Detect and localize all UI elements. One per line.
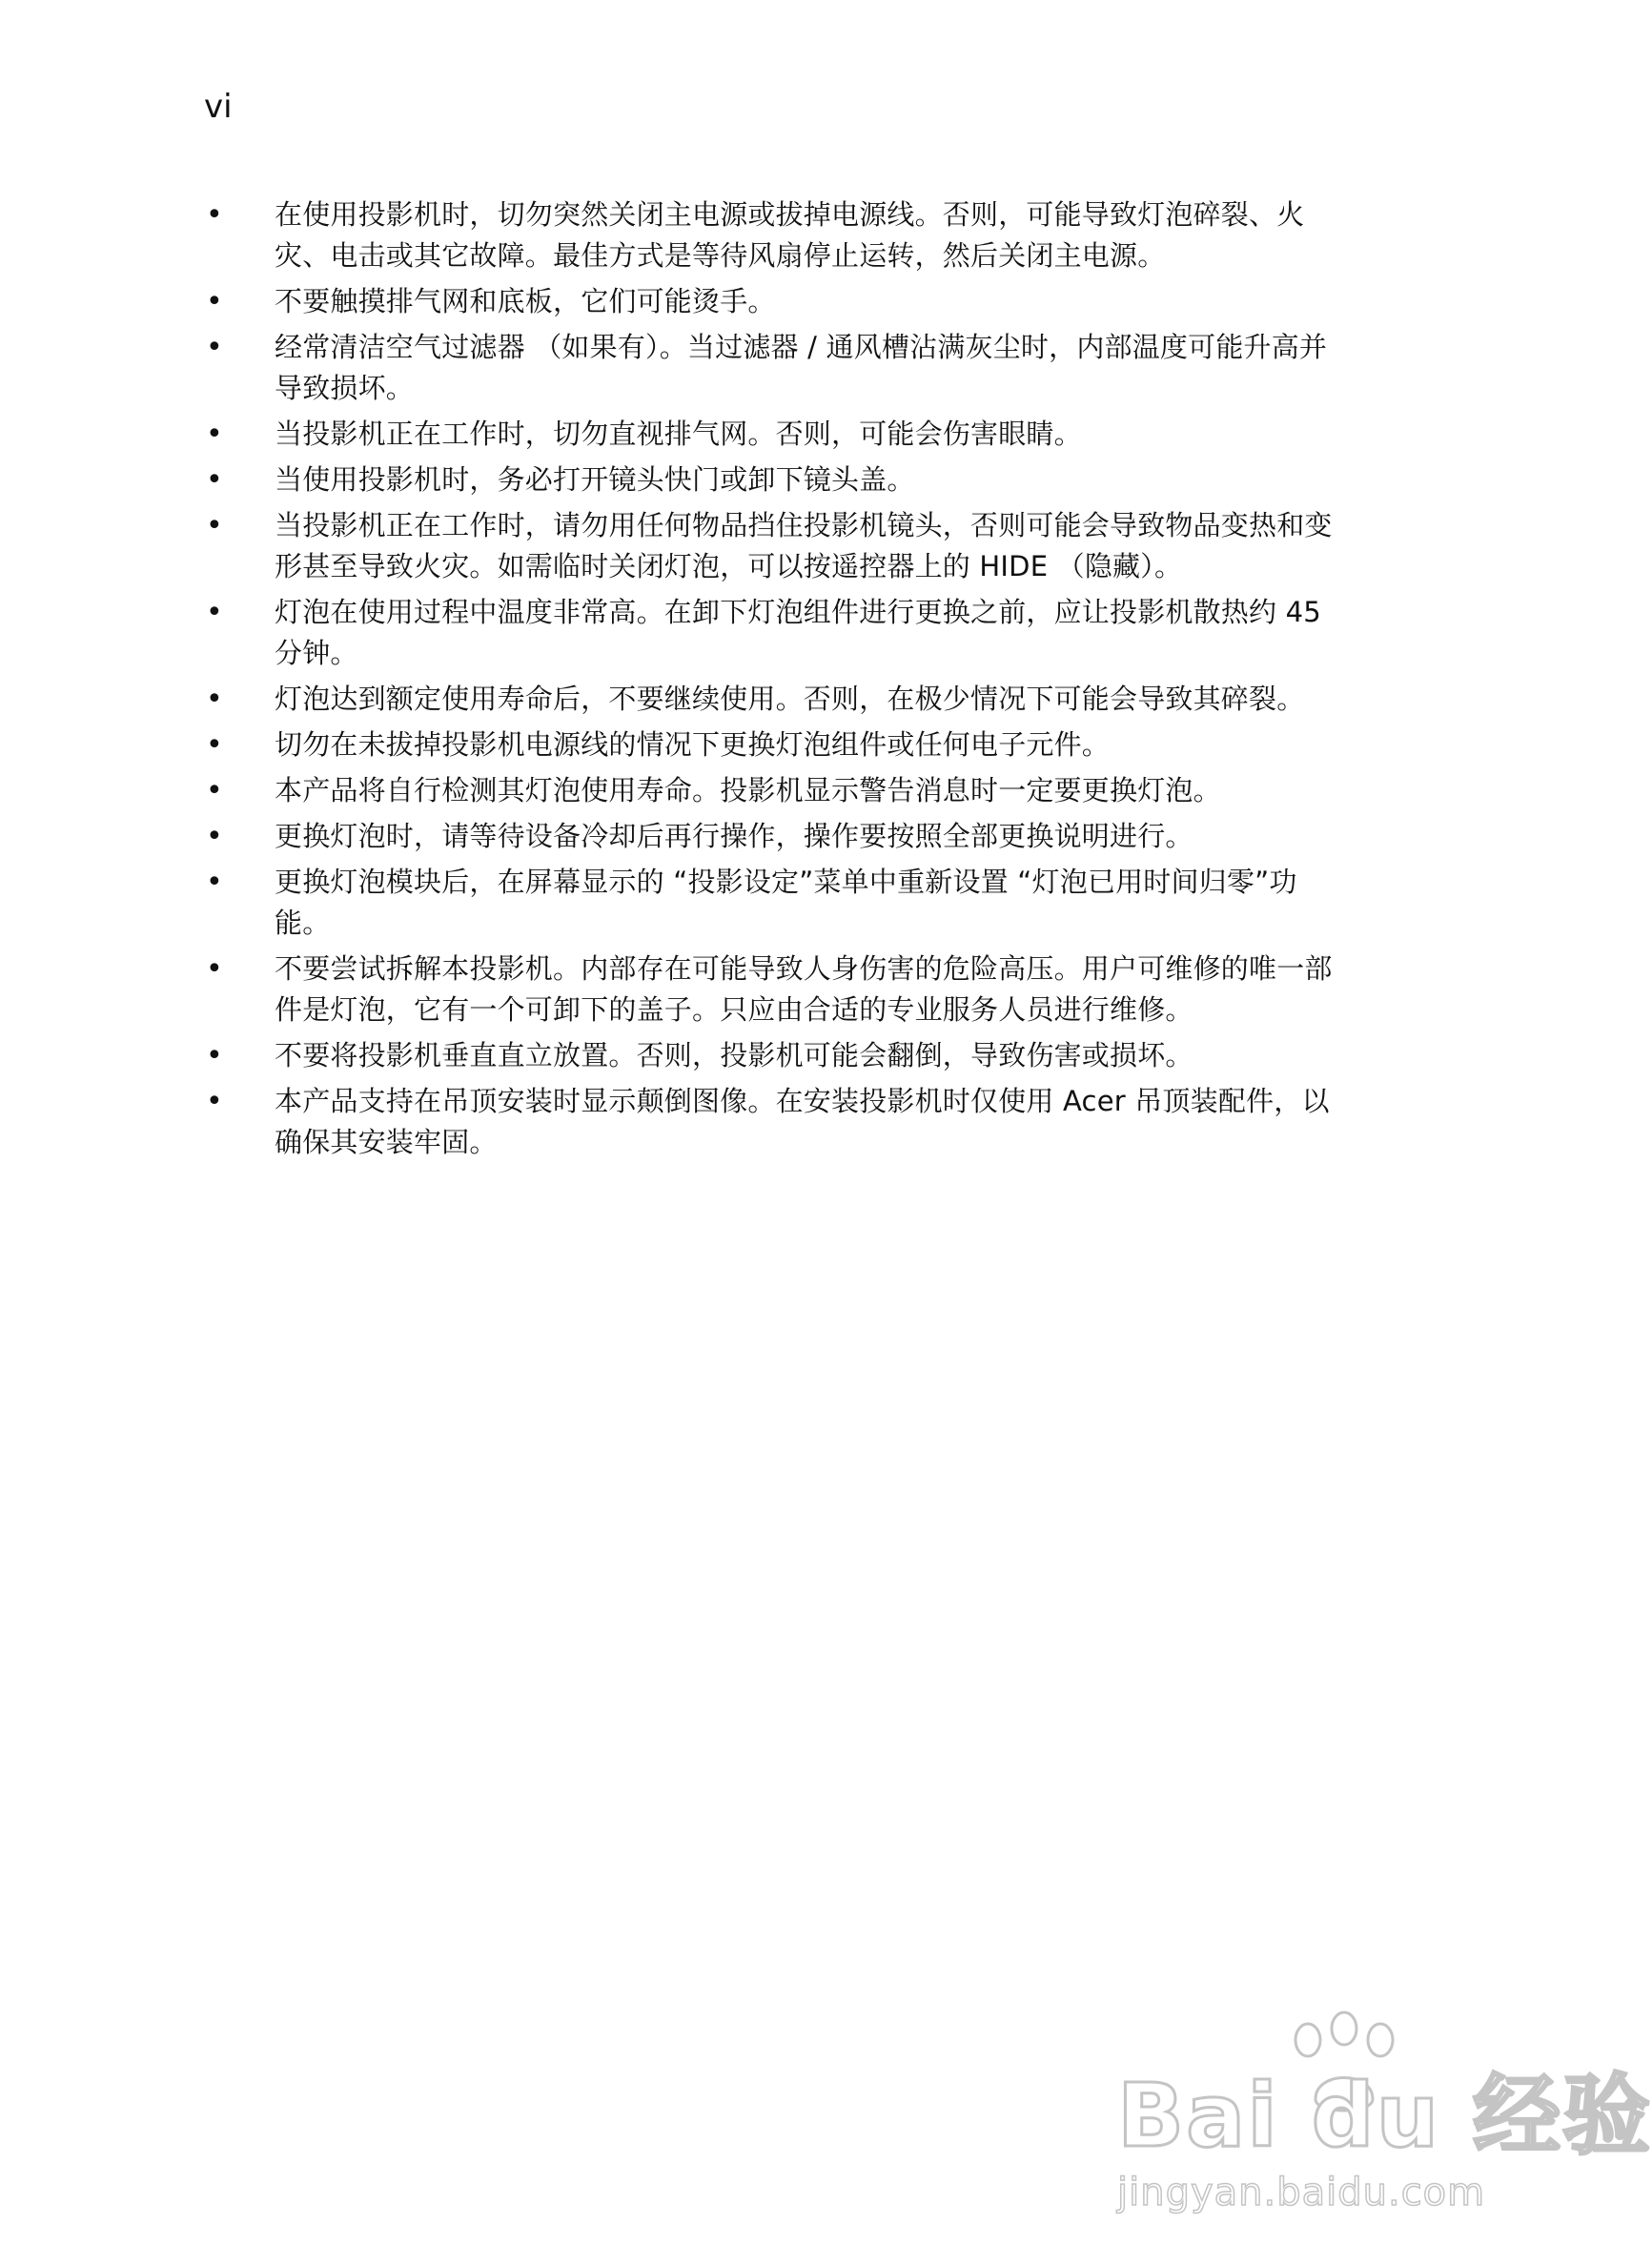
bullet-icon: •	[206, 728, 223, 762]
list-item-text: 灯泡在使用过程中温度非常高。在卸下灯泡组件进行更换之前，应让投影机散热约 45 分钟。	[275, 596, 1321, 669]
page-number: vi	[204, 88, 233, 126]
list-item	[204, 327, 1348, 409]
list-item-text: 不要将投影机垂直直立放置。否则，投影机可能会翻倒，导致伤害或损坏。	[275, 1039, 1193, 1071]
bullet-icon: •	[206, 285, 223, 318]
bullet-icon: •	[206, 683, 223, 716]
list-item	[204, 816, 1348, 857]
list-item-text: 更换灯泡模块后，在屏幕显示的 “投影设定”菜单中重新设置 “灯泡已用时间归零”功能。	[275, 866, 1297, 939]
watermark-logo-text: Bai du 经验	[1117, 2065, 1652, 2167]
bullet-icon: •	[206, 820, 223, 853]
list-item	[204, 862, 1348, 944]
list-item	[204, 194, 1348, 276]
list-item-text: 更换灯泡时，请等待设备冷却后再行操作，操作要按照全部更换说明进行。	[275, 820, 1193, 852]
bullet-icon: •	[206, 774, 223, 807]
bullet-icon: •	[206, 1085, 223, 1118]
list-item-text: 经常清洁空气过滤器 （如果有）。当过滤器 / 通风槽沾满灰尘时，内部温度可能升高并导致损坏。	[275, 331, 1328, 404]
list-item	[204, 459, 1348, 500]
safety-bullet-list	[204, 194, 1348, 1168]
bullet-icon: •	[206, 331, 223, 364]
bullet-icon: •	[206, 198, 223, 232]
list-item	[204, 281, 1348, 322]
list-item	[204, 724, 1348, 765]
list-item-text: 本产品将自行检测其灯泡使用寿命。投影机显示警告消息时一定要更换灯泡。	[275, 774, 1221, 806]
list-item-text: 本产品支持在吊顶安装时显示颠倒图像。在安装投影机时仅使用 Acer 吊顶装配件，以确保其安装牢固。	[275, 1085, 1330, 1158]
list-item	[204, 770, 1348, 811]
list-item	[204, 949, 1348, 1030]
list-item-text: 不要触摸排气网和底板，它们可能烫手。	[275, 285, 776, 317]
bullet-icon: •	[206, 952, 223, 986]
list-item-text: 不要尝试拆解本投影机。内部存在可能导致人身伤害的危险高压。用户可维修的唯一部件是灯泡，它有一个可卸下的盖子。只应由合适的专业服务人员进行维修。	[275, 952, 1333, 1026]
list-item	[204, 414, 1348, 455]
baidu-jingyan-watermark	[1096, 2011, 1652, 2221]
list-item-text: 当使用投影机时，务必打开镜头快门或卸下镜头盖。	[275, 463, 915, 496]
list-item	[204, 1035, 1348, 1076]
list-item	[204, 1081, 1348, 1163]
list-item-text: 当投影机正在工作时，切勿直视排气网。否则，可能会伤害眼睛。	[275, 418, 1082, 450]
list-item-text: 灯泡达到额定使用寿命后，不要继续使用。否则，在极少情况下可能会导致其碎裂。	[275, 683, 1305, 715]
watermark-url: jingyan.baidu.com	[1117, 2171, 1486, 2214]
bullet-icon: •	[206, 866, 223, 899]
list-item-text: 在使用投影机时，切勿突然关闭主电源或拔掉电源线。否则，可能导致灯泡碎裂、火灾、电击或其它故障。最佳方式是等待风扇停止运转，然后关闭主电源。	[275, 198, 1305, 272]
list-item	[204, 679, 1348, 720]
bullet-icon: •	[206, 1039, 223, 1072]
bullet-icon: •	[206, 463, 223, 497]
list-item-text: 切勿在未拔掉投影机电源线的情况下更换灯泡组件或任何电子元件。	[275, 728, 1111, 761]
bullet-icon: •	[206, 596, 223, 629]
list-item	[204, 592, 1348, 674]
list-item	[204, 505, 1348, 587]
bullet-icon: •	[206, 509, 223, 542]
list-item-text: 当投影机正在工作时，请勿用任何物品挡住投影机镜头，否则可能会导致物品变热和变形甚至导致火灾。如需临时关闭灯泡，可以按遥控器上的 HIDE （隐藏）。	[275, 509, 1333, 582]
bullet-icon: •	[206, 418, 223, 451]
